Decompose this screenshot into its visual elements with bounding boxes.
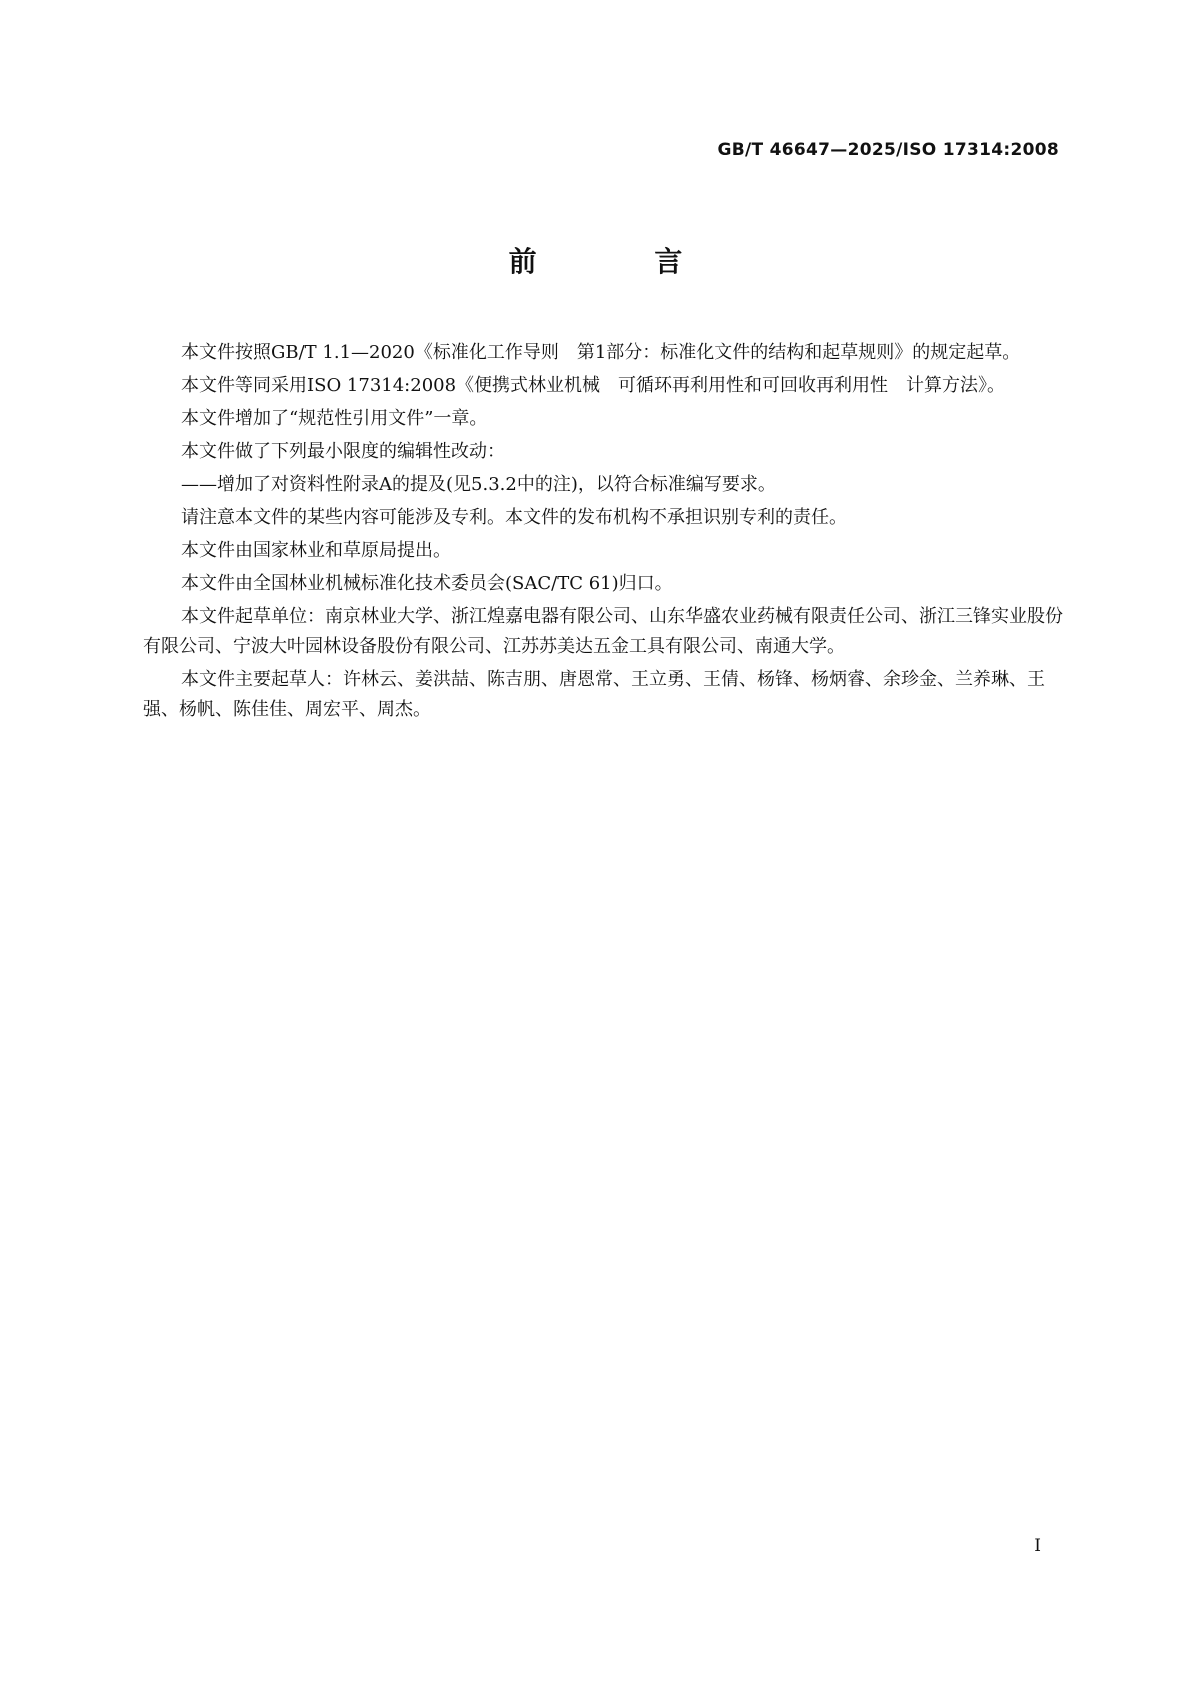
paragraph-proposer: 本文件由国家林业和草原局提出。	[181, 540, 451, 561]
paragraph-added-chapter: 本文件增加了“规范性引用文件”一章。	[181, 408, 488, 429]
paragraph-change-item: ——增加了对资料性附录A的提及(见5.3.2中的注)，以符合标准编写要求。	[181, 474, 776, 495]
standard-number-header: GB/T 46647—2025/ISO 17314:2008	[717, 140, 1059, 160]
paragraph-editorial-changes: 本文件做了下列最小限度的编辑性改动：	[181, 441, 505, 462]
page-number: I	[1034, 1536, 1041, 1556]
paragraph-drafting-units: 本文件起草单位：南京林业大学、浙江煌嘉电器有限公司、山东华盛农业药械有限责任公司、浙江三锋实业股份有限公司、宁波大叶园林设备股份有限公司、江苏苏美达五金工具有限公司、南通大学。	[143, 606, 1063, 657]
paragraph-committee: 本文件由全国林业机械标准化技术委员会(SAC/TC 61)归口。	[181, 573, 673, 594]
foreword-body	[143, 338, 1063, 728]
paragraph-patent-notice: 请注意本文件的某些内容可能涉及专利。本文件的发布机构不承担识别专利的责任。	[181, 507, 847, 528]
page-title: 前 言	[508, 245, 737, 278]
paragraph-drafters: 本文件主要起草人：许林云、姜洪喆、陈吉朋、唐恩常、王立勇、王倩、杨锋、杨炳睿、余珍金、兰养琳、王强、杨帆、陈佳佳、周宏平、周杰。	[143, 669, 1045, 720]
paragraph-adoption: 本文件等同采用ISO 17314:2008《便携式林业机械 可循环再利用性和可回收再利用性 计算方法》。	[181, 375, 1006, 396]
paragraph-drafting-rules: 本文件按照GB/T 1.1—2020《标准化工作导则 第1部分：标准化文件的结构和起草规则》的规定起草。	[181, 342, 1021, 363]
